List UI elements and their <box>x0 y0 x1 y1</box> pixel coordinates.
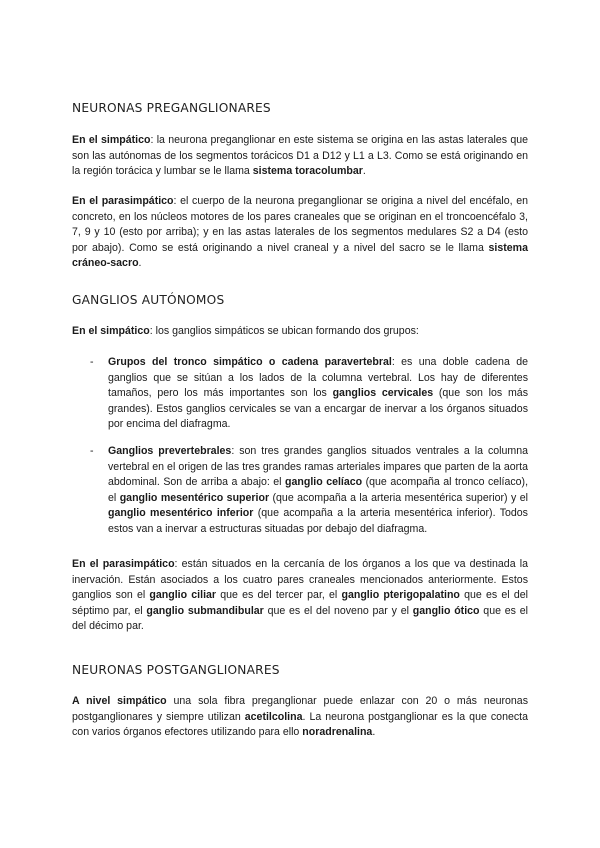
bold-term: ganglio celíaco <box>285 476 363 489</box>
bold-term: ganglio ciliar <box>149 589 217 602</box>
text-run: (que acompaña al tronco celíaco), el <box>108 476 529 504</box>
text-run: . <box>362 165 366 178</box>
text-run: : los ganglios simpáticos se ubican formando dos grupos: <box>149 325 419 337</box>
bold-lead: A nivel simpático <box>72 695 167 707</box>
text-run: : la neurona preganglionar en este sistema se origina en las astas laterales que son las autónomas de los segmentos torácicos D1 a D12 y L1 a L3. Como se está originando en la región torácica y lumbar se le llama <box>72 134 528 178</box>
text-run: (que acompaña a la arteria mesentérica superior) y el <box>269 491 528 504</box>
text-run: que es el del noveno par y el <box>263 604 413 617</box>
bold-term: noradrenalina <box>302 726 373 739</box>
paragraph-parasimpatico-preganglionar <box>72 194 528 272</box>
bold-term: ganglio mesentérico inferior <box>108 507 254 520</box>
text-run: una sola fibra preganglionar puede enlazar con 20 o más neuronas postganglionares y siempre utilizan <box>72 695 528 723</box>
text-run: : el cuerpo de la neurona preganglionar se origina a nivel del encéfalo, en concreto, en los núcleos motores de los pares craneales que se originan en el troncoencéfalo 3, 7, 9 y 10 (esto por arriba); y en las astas laterales de los segmentos medulares S2 a D4 (esto por abajo). Como se está originando a nivel craneal y a nivel del sacro se le llama <box>72 195 528 254</box>
section-heading-ganglios: GANGLIOS AUTÓNOMOS <box>72 293 225 307</box>
bold-term: acetilcolina <box>244 710 303 723</box>
paragraph-parasimpatico-ganglios <box>72 557 528 635</box>
bold-lead: En el parasimpático <box>72 558 175 570</box>
bold-term: ganglio submandibular <box>146 604 264 617</box>
paragraph-simpatico-ganglios-intro <box>72 324 528 340</box>
text-run: que es el del séptimo par, el <box>72 589 528 617</box>
text-run: . La neurona postganglionar es la que conecta con varios órganos efectores utilizando para ello <box>72 710 528 739</box>
bold-lead: Grupos del tronco simpático o cadena paravertebral <box>108 356 392 368</box>
bullet-marker: - <box>90 445 94 457</box>
bold-lead: En el simpático <box>72 134 151 146</box>
bold-lead: En el parasimpático <box>72 195 174 207</box>
bold-term: ganglio pterigopalatino <box>341 589 460 602</box>
text-run: (que acompaña a la arteria mesentérica inferior). Todos estos van a inervar a estructuras situadas por debajo del diafragma. <box>108 507 528 535</box>
text-run: : es una doble cadena de ganglios que se sitúan a los lados de la columna vertebral. Los hay de diferentes tamaños, pero los más importantes son los <box>108 356 529 400</box>
bold-term: ganglios cervicales <box>332 387 434 400</box>
paragraph-simpatico-preganglionar <box>72 133 528 180</box>
section-heading-preganglionares: NEURONAS PREGANGLIONARES <box>72 101 271 115</box>
text-run: (que son los más grandes). Estos ganglios cervicales se van a encargar de inervar a los órganos situados por encima del diafragma. <box>108 387 528 431</box>
text-run: que es del tercer par, el <box>216 589 342 602</box>
bullet-marker: - <box>90 356 94 368</box>
bold-term: sistema toracolumbar <box>252 165 363 178</box>
bold-term: ganglio ótico <box>412 604 480 617</box>
text-run: : están situados en la cercanía de los órganos a los que va destinada la inervación. Están asociados a los cuatro pares craneales mencionados anteriormente. Estos ganglios son el <box>72 558 528 602</box>
bold-term: sistema cráneo-sacro <box>72 241 528 270</box>
text-run: . <box>372 726 376 739</box>
bold-term: ganglio mesentérico superior <box>119 491 270 504</box>
text-run: que es el del décimo par. <box>72 604 528 633</box>
bold-lead: Ganglios prevertebrales <box>108 445 232 457</box>
section-heading-postganglionares: NEURONAS POSTGANGLIONARES <box>72 663 280 677</box>
text-run: . <box>138 257 142 270</box>
paragraph-postganglionares <box>72 694 528 741</box>
bold-lead: En el simpático <box>72 325 150 337</box>
text-run: : son tres grandes ganglios situados ventrales a la columna vertebral en el origen de las tres grandes ramas arteriales impares que parten de la aorta abdominal. Son de arriba a abajo: el <box>108 445 528 489</box>
bullet-ganglios-prevertebrales <box>108 444 528 538</box>
bullet-tronco-simpatico <box>108 355 528 433</box>
